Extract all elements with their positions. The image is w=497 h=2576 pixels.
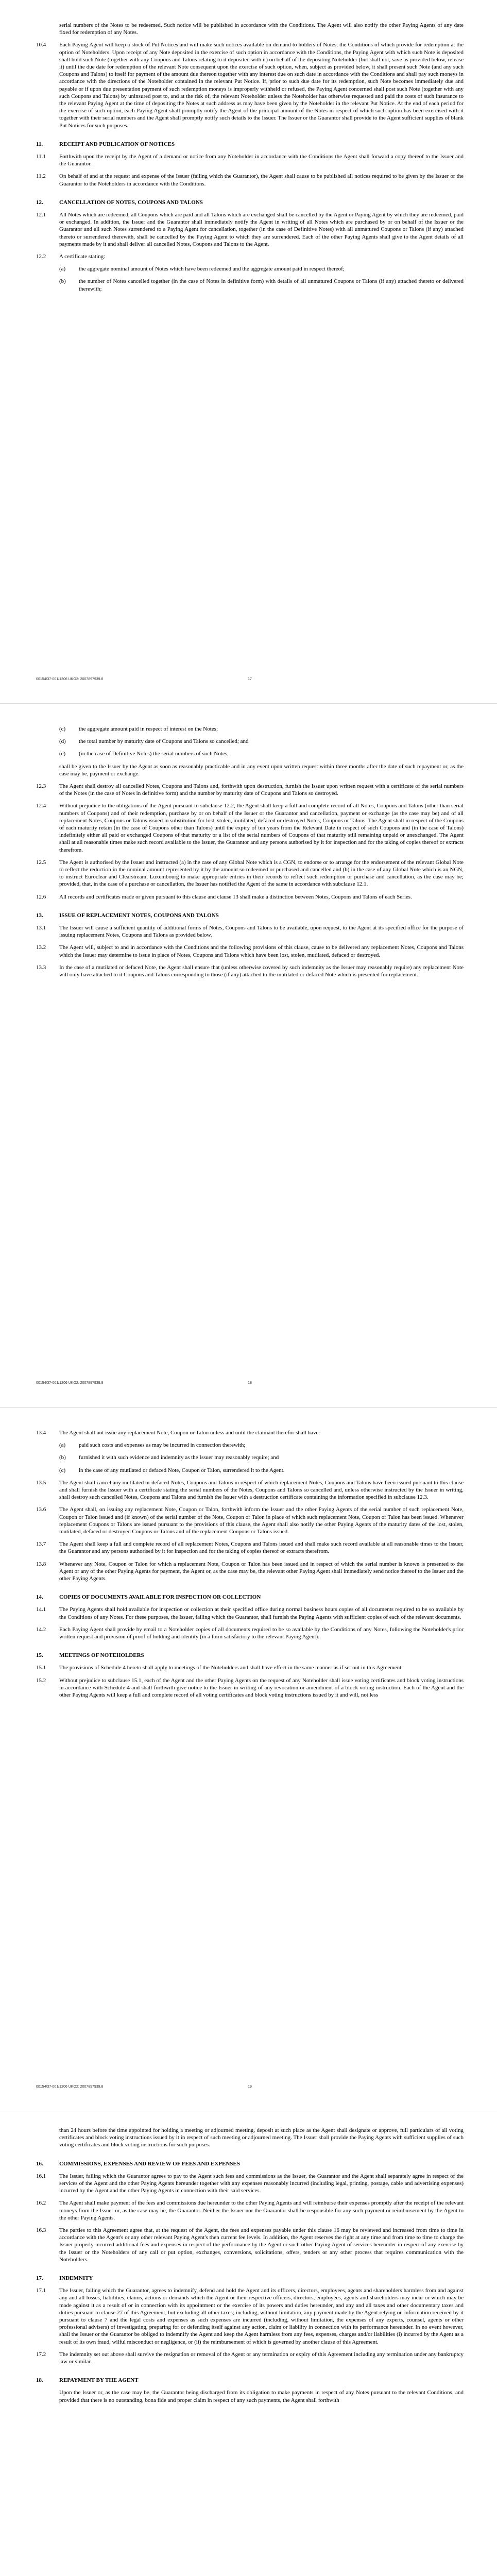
clause-text: The Agent will, subject to and in accordance with the Conditions and the following provisions of this clause, cause to be delivered any replacement Notes, Coupons and Talons which the Issuer may determine to issue in place of Notes, Coupons and Talons which have been lost, stolen, mutilated, defaced or destroyed. (59, 944, 464, 958)
clause-text: On behalf of and at the request and expense of the Issuer (failing which the Guarantor), the Agent shall cause to be published all notices required to be given by the Issuer or the Guarantor to the Noteholders in accordance with the Conditions. (59, 173, 464, 187)
clause-paragraph (36, 944, 464, 958)
clause-text: CANCELLATION OF NOTES, COUPONS AND TALONS (59, 199, 203, 206)
clause-paragraph (36, 2173, 464, 2195)
clause-paragraph (36, 1626, 464, 1640)
clause-text: Whenever any Note, Coupon or Talon for which a replacement Note, Coupon or Talon has been issued and in respect of which the serial number is known is presented to the Agent or any of the other Paying Agents for payment, the Agent or, as the case may be, the relevant other Paying Agent shall immediately send notice thereof to the Issuer and the other Paying Agents. (59, 1561, 464, 1582)
sub-clause (59, 738, 464, 745)
sub-clause-text: (in the case of Definitive Notes) the serial numbers of such Notes, (79, 751, 229, 757)
clause-paragraph (36, 2351, 464, 2365)
clause-number: 15.1 (36, 1665, 46, 1671)
clause-text: The Agent shall destroy all cancelled Notes, Coupons and Talons and, forthwith upon destruction, furnish the Issuer upon written request with a certificate of the serial numbers of the Notes (in the case of Notes in definitive form) and the number by maturity date of Coupons and Talons so destroyed. (59, 783, 464, 797)
clause-text: The Agent shall, on issuing any replacement Note, Coupon or Talon, forthwith inform the Issuer and the other Paying Agents of the serial number of such replacement Note, Coupon or Talon issued and (if known) of the serial number of the Note, Coupon or Talon in place of which such replacement Note, Coupon or Talon has been issued. Whenever replacement Coupons or Talons are issued pursuant to the provisions of this clause, the Agent shall also notify the other Paying Agents of the maturity dates of the lost, stolen, mutilated, defaced or destroyed Coupons or Talons and of the replacement Coupons or Talons issued. (59, 1506, 464, 1535)
document-reference: 00154/37-001/1206 UKO2: 2007897939.8 (36, 1381, 104, 1385)
clause-paragraph (36, 41, 464, 129)
clause-text: The parties to this Agreement agree that, at the request of the Agent, the fees and expenses payable under this clause 16 may be reviewed and increased from time to time in accordance with the Agent's or any other relevant Paying Agent's then current fee levels. In addition, the Agent reserves the right at any time and from time to time to charge the Issuer properly incurred additional fees and expenses in respect of the performance by the Agent or such other Paying Agent of services hereunder in respect of any exercise by the Issuer or the Noteholders of any call or put option, exchanges, conversions, solicitations, offers, tenders or any other process that requires communication with the Noteholders. (59, 2227, 464, 2263)
clause-number: 13.7 (36, 1541, 46, 1548)
clause-number: 13.8 (36, 1561, 46, 1567)
page-content (36, 1429, 464, 1704)
page-content (36, 22, 464, 298)
clause-paragraph (36, 1540, 464, 1555)
clause-paragraph (36, 893, 464, 901)
continuation-text: Upon the Issuer or, as the case may be, the Guarantor being discharged from its obligation to make payments in respect of any Notes pursuant to the relevant Conditions, and provided that there is no outstanding, bona fide and proper claim in respect of any such payments, the Agent shall forthwith (59, 2389, 464, 2403)
clause-paragraph (36, 859, 464, 888)
clause-text: MEETINGS OF NOTEHOLDERS (59, 1652, 144, 1659)
clause-text: The indemnity set out above shall survive the resignation or removal of the Agent or any termination or expiry of this Agreement including any termination under any bankruptcy law or similar. (59, 2351, 464, 2365)
clause-number: 12. (36, 199, 43, 206)
clause-text: Without prejudice to subclause 15.1, each of the Agent and the other Paying Agents on the request of any Noteholder shall issue voting certificates and block voting instructions in accordance with Schedule 4 and shall forthwith give notice to the Issuer in writing of any revocation or amendment of a block voting instruction. Each of the Agent and the other Paying Agents will keep a full and complete record of all voting certificates and block voting instructions issued by it and will, not less (59, 1677, 464, 1699)
page-content (36, 725, 464, 984)
clause-number: 13.1 (36, 925, 46, 931)
sub-clause-label: (a) (59, 1442, 66, 1449)
clause-text: A certificate stating: (59, 253, 106, 260)
clause-number: 16.3 (36, 2227, 46, 2234)
document-reference: 00154/37-001/1206 UKO2: 2007897939.8 (36, 677, 104, 681)
clause-paragraph (36, 1561, 464, 1583)
clause-text: The provisions of Schedule 4 hereto shall apply to meetings of the Noteholders and shall have effect in the same manner as if set out in this Agreement. (59, 1665, 403, 1671)
clause-number: 13.5 (36, 1479, 46, 1486)
clause-number: 17.2 (36, 2351, 46, 2358)
clause-paragraph (36, 783, 464, 797)
continuation-text: serial numbers of the Notes to be redeemed. Such notice will be published in accordance with the Conditions. The Agent will also notify the other Paying Agents of any date fixed for redemption of any Notes. (59, 22, 464, 36)
page-number: 18 (248, 1381, 252, 1385)
document-page (0, 0, 497, 703)
clause-text: Each Paying Agent shall provide by email to a Noteholder copies of all documents required to be so available by the Conditions of any Notes, following the Noteholder's prior written request and provision of proof of holding and identity (in a form satisfactory to the relevant Paying Agent). (59, 1626, 464, 1640)
clause-number: 12.2 (36, 253, 46, 260)
continuation-text: shall be given to the Issuer by the Agent as soon as reasonably practicable and in any event upon written request within three months after the date of such repayment or, as the case may be, payment or exchange. (59, 763, 464, 777)
sub-clause-text: furnished it with such evidence and indemnity as the Issuer may reasonably require; and (79, 1454, 279, 1461)
clause-number: 12.5 (36, 859, 46, 866)
clause-paragraph (36, 173, 464, 187)
clause-number: 15.2 (36, 1677, 46, 1684)
clause-text: Forthwith upon the receipt by the Agent of a demand or notice from any Noteholder in accordance with the Conditions the Agent shall forward a copy thereof to the Issuer and the Guarantor. (59, 154, 464, 167)
clause-text: Each Paying Agent will keep a stock of Put Notices and will make such notices available on demand to holders of Notes, the Conditions of which provide for redemption at the option of Noteholders. Upon receipt of any Note deposited in the exercise of such option in accordance with the Conditions, the Paying Agent with which such Note is deposited shall hold such Note (together with any Coupons and Talons relating to it deposited with it) on behalf of the depositing Noteholder (but shall not, save as provided below, release it) until the due date for redemption of the relevant Note consequent upon the exercise of such option, when, subject as provided below, it shall present such Note (and any such Coupons and Talons) to itself for payment of the amount due thereon together with any interest due on such date in accordance with the Conditions and shall pay such moneys in accordance with the directions of the Noteholder contained in the relevant Put Notice. If, prior to such due date for its redemption, such Note becomes immediately due and payable or if upon due presentation payment of such redemption moneys is improperly withheld or refused, the Paying Agent concerned shall post such Note (together with any such Coupons and Talons) by uninsured post to, and at the risk of, the relevant Noteholder unless the Noteholder has otherwise requested and paid the costs of such insurance to the relevant Paying Agent at the time of depositing the Notes at such address as may have been given by the Noteholder in the relevant Put Notice. At the end of each period for the exercise of such option, each Paying Agent shall promptly notify the Agent of the principal amount of the Notes in respect of which such option has been exercised with it together with their serial numbers and the Agent shall promptly notify such details to the Issuer. The Issuer or the Guarantor shall provide to the Agent sufficient supplies of blank Put Notices for such purposes. (59, 42, 464, 129)
clause-number: 14. (36, 1594, 43, 1601)
clause-text: The Paying Agents shall hold available for inspection or collection at their specified office during normal business hours copies of all documents required to be so available by the Conditions of any Notes. For these purposes, the Issuer, failing which the Guarantor, shall furnish the Paying Agents with sufficient copies of each of the relevant documents. (59, 1606, 464, 1620)
clause-paragraph (36, 1606, 464, 1620)
clause-text: The Agent shall cancel any mutilated or defaced Notes, Coupons and Talons in respect of which replacement Notes, Coupons and Talons have been issued pursuant to this clause and shall furnish the Issuer with a certificate stating the serial numbers of the Notes, Coupons and Talons so cancelled and, unless otherwise instructed by the Issuer in writing, shall destroy such cancelled Notes, Coupons and Talons and furnish the Issuer with a destruction certificate containing the information specified in subclause 12.3. (59, 1479, 464, 1501)
clause-number: 12.1 (36, 212, 46, 218)
clause-number: 13.4 (36, 1430, 46, 1436)
clause-text: The Agent shall not issue any replacement Note, Coupon or Talon unless and until the claimant therefor shall have: (59, 1430, 320, 1436)
clause-number: 14.1 (36, 1606, 46, 1613)
sub-clause-label: (b) (59, 278, 66, 285)
clause-text: COMMISSIONS, EXPENSES AND REVIEW OF FEES AND EXPENSES (59, 2160, 240, 2167)
clause-number: 16. (36, 2160, 43, 2167)
clause-text: Without prejudice to the obligations of the Agent pursuant to subclause 12.2, the Agent shall keep a full and complete record of all Notes, Coupons and Talons (other than serial numbers of Coupons) and of their redemption, purchase by or on behalf of the Issuer or the Guarantor and cancellation, payment or exchange (as the case may be) and of all replacement Notes, Coupons or Talons issued in substitution for lost, stolen, mutilated, defaced or destroyed Notes, Coupons or Talons. The Agent shall in respect of the Coupons of each maturity retain (in the case of Coupons other than Talons) until the expiry of ten years from the Relevant Date in respect of such Coupons and (in the case of Talons) indefinitely either all paid or exchanged Coupons of that maturity or a list of the serial numbers of Coupons of that maturity still remaining unpaid or unexchanged. The Agent shall at all reasonable times make such record available to the Issuer, the Guarantor and any persons authorised by it for inspection and for the taking of copies thereof or extracts therefrom. (59, 803, 464, 853)
clause-text: The Issuer will cause a sufficient quantity of additional forms of Notes, Coupons and Talons to be available, upon request, to the Agent at its specified office for the purpose of issuing replacement Notes, Coupons and Talons as provided below. (59, 925, 464, 939)
sub-clause-label: (c) (59, 726, 66, 732)
clause-text: The Agent shall make payment of the fees and commissions due hereunder to the other Paying Agents and will reimburse their expenses promptly after the receipt of the relevant moneys from the Issuer or, as the case may be, the Guarantor. Neither the Issuer nor the Guarantor shall be responsible for any such payment or reimbursement by the Agent to the other Paying Agents. (59, 2200, 464, 2221)
sub-clause-label: (e) (59, 751, 66, 757)
sub-clause-label: (a) (59, 266, 66, 273)
sub-clause-label: (d) (59, 738, 66, 745)
sub-clause-text: paid such costs and expenses as may be incurred in connection therewith; (79, 1442, 246, 1449)
sub-clause (59, 725, 464, 733)
clause-text: All Notes which are redeemed, all Coupons which are paid and all Talons which are exchanged shall be cancelled by the Agent or Paying Agent by which they are redeemed, paid or exchanged. In addition, the Issuer and the Guarantor shall immediately notify the Agent in writing of all Notes which are purchased by or on behalf of the Issuer or the Guarantor and all such Notes surrendered to a Paying Agent for cancellation, together (in the case of Definitive Notes) with all unmatured Coupons or Talons (if any) attached thereto or surrendered therewith, shall be cancelled by the Paying Agent to which they are surrendered. Each of the other Paying Agents shall give to the Agent details of all payments made by it and shall deliver all cancelled Notes, Coupons and Talons to the Agent. (59, 212, 464, 247)
clause-paragraph (36, 1506, 464, 1535)
clause-text: ISSUE OF REPLACEMENT NOTES, COUPONS AND TALONS (59, 912, 219, 919)
sub-clause-text: the aggregate nominal amount of Notes which have been redeemed and the aggregate amount paid in respect thereof; (79, 266, 345, 273)
sub-clause-label: (c) (59, 1467, 66, 1473)
clause-number: 12.3 (36, 783, 46, 790)
sub-clause-text: the total number by maturity date of Coupons and Talons so cancelled; and (79, 738, 249, 745)
clause-paragraph (36, 924, 464, 939)
clause-number: 13.2 (36, 944, 46, 951)
clause-text: The Issuer, failing which the Guarantor agrees to pay to the Agent such fees and commissions as the Issuer, the Guarantor and the Agent shall separately agree in respect of the services of the Agent and the other Paying Agents hereunder together with any expenses reasonably incurred (including legal, printing, postage, cable and advertising expenses) incurred by the Agent and the other Paying Agents in connection with their said services. (59, 2173, 464, 2194)
clause-paragraph (36, 2227, 464, 2263)
document-reference: 00154/37-001/1206 UKO2: 2007897939.8 (36, 2085, 104, 2089)
sub-clause-label: (b) (59, 1454, 66, 1461)
clause-text: INDEMNITY (59, 2275, 93, 2282)
clause-text: RECEIPT AND PUBLICATION OF NOTICES (59, 141, 175, 147)
clause-paragraph (36, 2287, 464, 2346)
clause-paragraph (36, 253, 464, 260)
clause-number: 11.1 (36, 154, 46, 160)
clause-paragraph (36, 1664, 464, 1671)
section-heading (36, 141, 464, 148)
clause-number: 10.4 (36, 42, 46, 48)
clause-paragraph (36, 964, 464, 978)
clause-number: 13.3 (36, 964, 46, 971)
clause-number: 13. (36, 912, 43, 919)
section-heading (36, 2160, 464, 2167)
clause-number: 13.6 (36, 1506, 46, 1513)
page-number: 19 (248, 2085, 252, 2089)
sub-clause (59, 1442, 464, 1449)
clause-paragraph (36, 802, 464, 853)
clause-number: 18. (36, 2377, 43, 2384)
sub-clause-text: the number of Notes cancelled together (in the case of Notes in definitive form) with details of all unmatured Coupons or Talons (if any) attached thereto or delivered therewith; (79, 278, 464, 292)
page-number: 17 (248, 677, 252, 681)
clause-number: 17.1 (36, 2287, 46, 2294)
clause-number: 17. (36, 2275, 43, 2282)
page-content (36, 2127, 464, 2409)
clause-paragraph (36, 1429, 464, 1436)
section-heading (36, 2377, 464, 2384)
clause-text: All records and certificates made or given pursuant to this clause and clause 13 shall make a distinction between Notes, Coupons and Talons of each Series. (59, 893, 412, 900)
clause-number: 16.1 (36, 2173, 46, 2179)
clause-number: 12.4 (36, 803, 46, 809)
clause-text: REPAYMENT BY THE AGENT (59, 2377, 139, 2384)
document-page (0, 2111, 497, 2576)
sub-clause (59, 1454, 464, 1461)
sub-clause (59, 278, 464, 292)
clause-text: COPIES OF DOCUMENTS AVAILABLE FOR INSPECTION OR COLLECTION (59, 1594, 261, 1601)
clause-paragraph (36, 211, 464, 248)
clause-number: 15. (36, 1652, 43, 1659)
clause-text: In the case of a mutilated or defaced Note, the Agent shall ensure that (unless otherwise covered by such indemnity as the Issuer may reasonably require) any replacement Note will only have attached to it Coupons and Talons corresponding to those (if any) attached to the mutilated or defaced Note which is presented for replacement. (59, 964, 464, 978)
clause-number: 16.2 (36, 2200, 46, 2207)
sub-clause-text: in the case of any mutilated or defaced Note, Coupon or Talon, surrendered it to the Agent. (79, 1467, 285, 1473)
page-footer (36, 677, 464, 684)
page-footer (36, 2085, 464, 2091)
document-page (0, 1408, 497, 2111)
clause-text: The Agent shall keep a full and complete record of all replacement Notes, Coupons and Talons issued and shall make such record available at all reasonable times to the Issuer, the Guarantor and any persons authorised by it for inspection and for the taking of copies thereof or extracts therefrom. (59, 1541, 464, 1555)
sub-clause-text: the aggregate amount paid in respect of interest on the Notes; (79, 726, 218, 732)
sub-clause (59, 265, 464, 273)
clause-number: 14.2 (36, 1626, 46, 1633)
page-footer (36, 1381, 464, 1387)
sub-clause (59, 1467, 464, 1474)
section-heading (36, 1594, 464, 1601)
clause-number: 11. (36, 141, 43, 147)
clause-text: The Agent is authorised by the Issuer and instructed (a) in the case of any Global Note which is a CGN, to endorse or to arrange for the endorsement of the relevant Global Note to reflect the reduction in the nominal amount represented by it by the amount so redeemed or purchased and cancelled and (b) in the case of any Global Note which is an NGN, to instruct Euroclear and Clearstream, Luxembourg to make appropriate entries in their records to reflect such redemption or purchase and cancellation, as the case may be; provided, that, in the case of a purchase or cancellation, the Issuer has notified the Agent of the same in accordance with subclause 12.1. (59, 859, 464, 888)
continuation-text: than 24 hours before the time appointed for holding a meeting or adjourned meeting, deposit at such place as the Agent shall designate or approve, full particulars of all voting certificates and block voting instructions issued by it in respect of such meeting or adjourned meeting. The Issuer shall provide the Paying Agents with sufficient supplies of such voting certificates and block voting instructions for such purposes. (59, 2127, 464, 2148)
clause-paragraph (36, 2199, 464, 2222)
section-heading (36, 2275, 464, 2282)
clause-number: 11.2 (36, 173, 46, 180)
section-heading (36, 1652, 464, 1659)
clause-paragraph (36, 153, 464, 167)
sub-clause (59, 750, 464, 757)
section-heading (36, 199, 464, 206)
document-page (0, 704, 497, 1407)
clause-paragraph (36, 1677, 464, 1699)
section-heading (36, 912, 464, 919)
clause-number: 12.6 (36, 893, 46, 900)
clause-paragraph (36, 1479, 464, 1501)
clause-text: The Issuer, failing which the Guarantor, agrees to indemnify, defend and hold the Agent and its officers, directors, employees, agents and shareholders harmless from and against any and all losses, liabilities, claims, actions or demands which the Agent or their respective officers, directors, employees, agents and shareholders may incur or which may be made against it as a result of or in connection with its appointment or the exercise of its powers and duties hereunder, and any and all taxes and other documentary taxes and duties pursuant to clause 27 of this Agreement, but excluding all other taxes; including, without limitation, any payment made by the Agent relying on information received by it pursuant to clause 7 and the legal costs and expenses as such expenses are incurred (including, without limitation, the expenses of any experts, counsel, agents or other professional advisers) of investigating, preparing for or defending itself against any action, claim or liability in connection with its performance hereunder. In no event however, shall the Issuer or the Guarantor be obliged to indemnify the Agent and keep the Agent harmless from any fees, expenses, charges and/or liabilities (i) incurred by the Agent as a result of its own fraud, wilful misconduct or negligence, or (ii) the reimbursement of which is governed by another clause of this Agreement. (59, 2287, 464, 2345)
